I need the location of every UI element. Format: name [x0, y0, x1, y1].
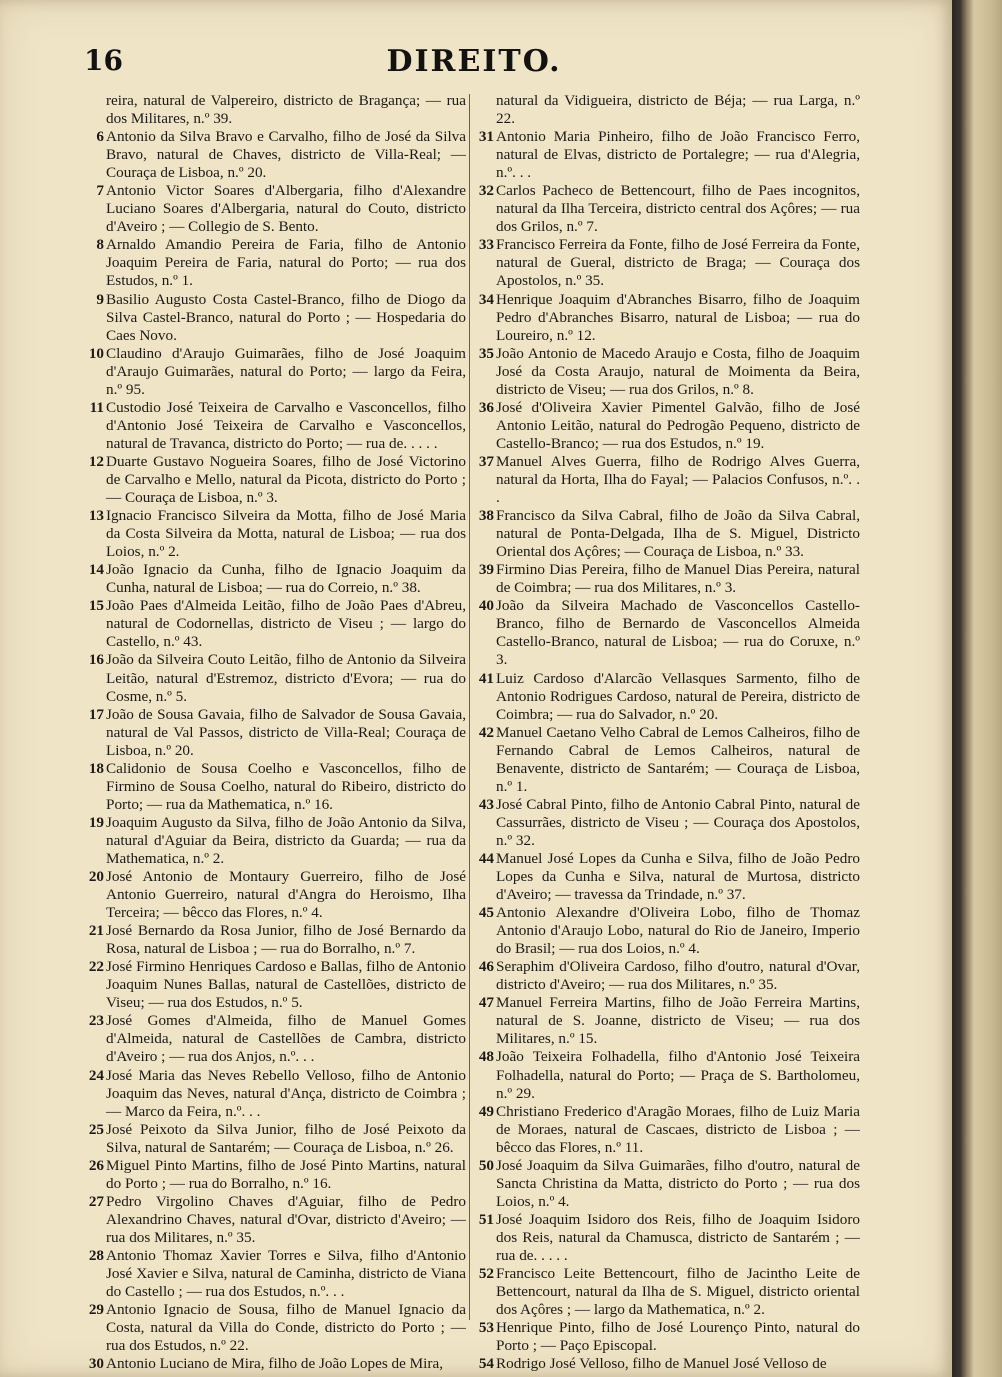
- list-item: [84, 236, 466, 290]
- entry-text: Joaquim Augusto da Silva, filho de João Antonio da Silva, natural d'Aguiar da Beira, districto da Guarda; — rua da Mathematica, n.º 2.: [106, 813, 466, 867]
- entry-text: Henrique Pinto, filho de José Lourenço Pinto, natural do Porto ; — Paço Episcopal.: [496, 1319, 860, 1355]
- list-item: [474, 291, 860, 345]
- list-item: [84, 1301, 466, 1355]
- entry-number: 31: [478, 128, 494, 146]
- entry-number: 51: [478, 1210, 494, 1228]
- entry-number: 52: [478, 1265, 494, 1283]
- entry-number: 12: [88, 452, 104, 470]
- entry-number: 11: [89, 398, 104, 416]
- entry-number: 8: [96, 236, 104, 254]
- entry-number: 37: [478, 452, 494, 470]
- list-item: [84, 291, 466, 345]
- list-item: [84, 1247, 466, 1301]
- entry-text: Antonio da Silva Bravo e Carvalho, filho de José da Silva Bravo, natural de Chaves, districto de Villa-Real; — Couraça de Lisboa, n.º 20.: [106, 128, 466, 182]
- entry-number: 30: [88, 1355, 104, 1373]
- entry-number: 46: [478, 958, 494, 976]
- entry-text: Francisco da Silva Cabral, filho de João da Silva Cabral, natural de Ponta-Delgada, Ilha de S. Miguel, Districto Oriental dos Açôres; — Couraça de Lisboa, n.º 33.: [496, 507, 860, 561]
- list-item: [474, 128, 860, 182]
- entry-number: 45: [478, 904, 494, 922]
- entry-number: 38: [478, 507, 494, 525]
- entry-text: João Teixeira Folhadella, filho d'Antonio José Teixeira Folhadella, natural do Porto; — Praça de S. Bartholomeu, n.º 29.: [496, 1048, 860, 1102]
- entry-text: Luiz Cardoso d'Alarcão Vellasques Sarmento, filho de Antonio Rodrigues Cardoso, natural de Pereira, districto de Coimbra; — rua do Salvador, n.º 20.: [496, 669, 860, 723]
- list-item: [84, 706, 466, 760]
- list-item: [84, 92, 466, 128]
- list-item: [474, 1048, 860, 1102]
- entry-text: João Antonio de Macedo Araujo e Costa, filho de Joaquim José da Costa Araujo, natural de Moimenta da Beira, districto de Viseu; — rua dos Grilos, n.º 8.: [496, 344, 860, 398]
- entry-number: 13: [88, 507, 104, 525]
- list-item: [84, 1067, 466, 1121]
- right-column: [474, 92, 860, 1373]
- adjacent-page-edge: [952, 0, 1002, 1377]
- entry-number: 10: [88, 344, 104, 362]
- entry-text: José Peixoto da Silva Junior, filho de José Peixoto da Silva, natural de Santarém; — Couraça de Lisboa, n.º 26.: [106, 1120, 466, 1156]
- list-item: [474, 92, 860, 128]
- entry-text: Antonio Ignacio de Sousa, filho de Manuel Ignacio da Costa, natural da Villa do Conde, districto do Porto ; — rua dos Estudos, n.º 22.: [106, 1301, 466, 1355]
- list-item: [474, 724, 860, 796]
- list-item: [474, 507, 860, 561]
- list-item: [84, 399, 466, 453]
- list-item: [474, 345, 860, 399]
- entry-text: José Firmino Henriques Cardoso e Ballas, filho de Antonio Joaquim Nunes Ballas, natural de Castellões, districto de Viseu; — rua dos Estudos, n.º 5.: [106, 958, 466, 1012]
- entry-number: 15: [88, 597, 104, 615]
- list-item: [474, 182, 860, 236]
- entry-number: 18: [88, 759, 104, 777]
- entry-number: 39: [478, 561, 494, 579]
- entry-text: José Joaquim da Silva Guimarães, filho d'outro, natural de Sancta Christina da Matta, districto do Porto ; — rua dos Loios, n.º 4.: [496, 1156, 860, 1210]
- running-title: DIREITO.: [386, 44, 562, 79]
- entry-text: Arnaldo Amandio Pereira de Faria, filho de Antonio Joaquim Pereira de Faria, natural do Porto; — rua dos Estudos, n.º 1.: [106, 236, 466, 290]
- list-item: [84, 453, 466, 507]
- entry-text: Antonio Luciano de Mira, filho de João Lopes de Mira,: [106, 1355, 443, 1373]
- entry-text: Christiano Frederico d'Aragão Moraes, filho de Luiz Maria de Moraes, natural de Cascaes, districto de Lisboa ; — bêcco das Flores, n.º 11.: [496, 1102, 860, 1156]
- list-item: [474, 958, 860, 994]
- entry-number: 36: [478, 398, 494, 416]
- list-item: [84, 128, 466, 182]
- entry-text: Antonio Thomaz Xavier Torres e Silva, filho d'Antonio José Xavier e Silva, natural de Caminha, districto de Viana do Castello ; — rua dos Estudos, n.º. . .: [106, 1247, 466, 1301]
- list-item: [474, 994, 860, 1048]
- list-item: [84, 561, 466, 597]
- list-item: [84, 182, 466, 236]
- entry-number: 16: [88, 651, 104, 669]
- entry-number: 20: [88, 868, 104, 886]
- entry-number: 19: [88, 813, 104, 831]
- page-number: 16: [84, 44, 123, 77]
- entry-number: 14: [88, 561, 104, 579]
- entry-text: José d'Oliveira Xavier Pimentel Galvão, filho de José Antonio Leitão, natural do Pedrogão Pequeno, districto de Castello-Branco; — rua dos Estudos, n.º 19.: [496, 398, 860, 452]
- list-item: [474, 399, 860, 453]
- list-item: [474, 1319, 860, 1355]
- list-item: [84, 760, 466, 814]
- entry-text: João Ignacio da Cunha, filho de Ignacio Joaquim da Cunha, natural de Lisboa; — rua do Correio, n.º 38.: [106, 561, 466, 597]
- entry-number: 7: [96, 182, 104, 200]
- entry-text: Pedro Virgolino Chaves d'Aguiar, filho de Pedro Alexandrino Chaves, natural d'Ovar, districto d'Aveiro; — rua dos Militares, n.º 35.: [106, 1192, 466, 1246]
- entry-number: 32: [478, 182, 494, 200]
- entry-number: 21: [88, 922, 104, 940]
- entry-number: 29: [88, 1301, 104, 1319]
- entry-text: Francisco Ferreira da Fonte, filho de José Ferreira da Fonte, natural de Gueral, districto de Braga; — Couraça dos Apostolos, n.º 35.: [496, 236, 860, 290]
- entry-text: Henrique Joaquim d'Abranches Bisarro, filho de Joaquim Pedro d'Abranches Bisarro, natural de Lisboa; — rua do Loureiro, n.º 12.: [496, 290, 860, 344]
- entry-text: José Joaquim Isidoro dos Reis, filho de Joaquim Isidoro dos Reis, natural da Chamusca, districto de Santarém ; — rua de. . . . .: [496, 1210, 860, 1264]
- list-item: [84, 814, 466, 868]
- entry-number: 33: [478, 236, 494, 254]
- entry-text: Ignacio Francisco Silveira da Motta, filho de José Maria da Costa Silveira da Motta, natural de Lisboa; — rua dos Loios, n.º 2.: [106, 507, 466, 561]
- entry-number: 49: [478, 1102, 494, 1120]
- list-item: [474, 904, 860, 958]
- list-item: [84, 651, 466, 705]
- entry-number: 22: [88, 958, 104, 976]
- entry-number: 23: [88, 1012, 104, 1030]
- list-item: [474, 236, 860, 290]
- entry-text: João da Silveira Machado de Vasconcellos Castello-Branco, filho de Bernardo de Vasconcellos Almeida Castello-Branco, natural de Lisboa; — rua do Coruxe, n.º 3.: [496, 597, 860, 669]
- entry-text: José Cabral Pinto, filho de Antonio Cabral Pinto, natural de Cassurrães, districto de Viseu ; — Couraça dos Apostolos, n.º 32.: [496, 795, 860, 849]
- entry-number: 42: [478, 723, 494, 741]
- list-item: [84, 1157, 466, 1193]
- entry-text: José Gomes d'Almeida, filho de Manuel Gomes d'Almeida, natural de Castellões de Cambra, districto d'Aveiro ; — rua dos Anjos, n.º. . .: [106, 1012, 466, 1066]
- list-item: [474, 1355, 860, 1373]
- list-item: [474, 561, 860, 597]
- left-column: [84, 92, 466, 1373]
- entry-text: Antonio Maria Pinheiro, filho de João Francisco Ferro, natural de Elvas, districto de Portalegre; — rua d'Alegria, n.º. . .: [496, 128, 860, 182]
- entry-text: João da Silveira Couto Leitão, filho de Antonio da Silveira Leitão, natural d'Estremoz, districto d'Evora; — rua do Cosme, n.º 5.: [106, 651, 466, 705]
- entry-number: 48: [478, 1048, 494, 1066]
- list-item: [474, 1103, 860, 1157]
- entry-number: 43: [478, 795, 494, 813]
- entry-text: natural da Vidigueira, districto de Béja; — rua Larga, n.º 22.: [496, 92, 860, 128]
- column-divider: [469, 94, 470, 1320]
- entry-text: João Paes d'Almeida Leitão, filho de João Paes d'Abreu, natural de Codornellas, districto de Viseu ; — largo do Castello, n.º 43.: [106, 597, 466, 651]
- entry-number: 44: [478, 849, 494, 867]
- entry-text: Manuel Alves Guerra, filho de Rodrigo Alves Guerra, natural da Horta, Ilha do Fayal; — Palacios Confusos, n.º. . .: [496, 452, 860, 507]
- entry-number: 24: [88, 1066, 104, 1084]
- entry-number: 9: [96, 290, 104, 308]
- list-item: [474, 850, 860, 904]
- entry-text: reira, natural de Valpereiro, districto de Bragança; — rua dos Militares, n.º 39.: [106, 92, 466, 128]
- list-item: [474, 453, 860, 507]
- entry-text: Manuel Ferreira Martins, filho de João Ferreira Martins, natural de S. Joanne, districto de Viseu; — rua dos Militares, n.º 15.: [496, 994, 860, 1048]
- list-item: [84, 922, 466, 958]
- entry-text: Rodrigo José Velloso, filho de Manuel José Velloso de: [496, 1355, 827, 1373]
- entry-text: Francisco Leite Bettencourt, filho de Jacintho Leite de Bettencourt, natural da Ilha de S. Miguel, districto oriental dos Açôres ; — largo da Mathematica, n.º 2.: [496, 1265, 860, 1319]
- entry-number: 28: [88, 1247, 104, 1264]
- list-item: [474, 1157, 860, 1211]
- list-item: [84, 345, 466, 399]
- entry-text: Manuel José Lopes da Cunha e Silva, filho de João Pedro Lopes da Cunha e Silva, natural de Murtosa, districto d'Aveiro; — travessa da Trindade, n.º 37.: [496, 849, 860, 904]
- entry-text: Carlos Pacheco de Bettencourt, filho de Paes incognitos, natural da Ilha Terceira, districto central dos Açôres; — rua dos Grilos, n.º 7.: [496, 182, 860, 236]
- list-item: [474, 1211, 860, 1265]
- entry-number: 53: [478, 1319, 494, 1337]
- entry-number: 47: [478, 994, 494, 1012]
- entry-text: José Bernardo da Rosa Junior, filho de José Bernardo da Rosa, natural de Lisboa ; — rua do Borralho, n.º 7.: [106, 922, 466, 958]
- list-item: [84, 1121, 466, 1157]
- entry-number: 6: [96, 128, 104, 146]
- entry-number: 17: [88, 705, 104, 723]
- entry-text: João de Sousa Gavaia, filho de Salvador de Sousa Gavaia, natural de Val Passos, districto de Villa-Real; Couraça de Lisboa, n.º 20.: [106, 705, 466, 759]
- entry-text: Seraphim d'Oliveira Cardoso, filho d'outro, natural d'Ovar, districto d'Aveiro; — rua dos Militares, n.º 35.: [496, 958, 860, 994]
- list-item: [474, 597, 860, 669]
- entry-text: Miguel Pinto Martins, filho de José Pinto Martins, natural do Porto ; — rua do Borralho, n.º 16.: [106, 1156, 466, 1192]
- entry-number: 41: [478, 669, 494, 687]
- entry-text: Manuel Caetano Velho Cabral de Lemos Calheiros, filho de Fernando Cabral de Lemos Calheiros, natural de Benavente, districto de Santarém; — Couraça de Lisboa, n.º 1.: [496, 723, 860, 795]
- list-item: [474, 1265, 860, 1319]
- entry-number: 27: [88, 1192, 104, 1210]
- entry-text: Duarte Gustavo Nogueira Soares, filho de José Victorino de Carvalho e Mello, natural da Picota, districto do Porto ; — Couraça de Lisboa, n.º 3.: [106, 452, 466, 507]
- list-item: [84, 507, 466, 561]
- entry-text: Calidonio de Sousa Coelho e Vasconcellos, filho de Firmino de Sousa Coelho, natural do Ribeiro, districto do Porto; — rua da Mathematica, n.º 16.: [106, 759, 466, 813]
- entry-text: José Maria das Neves Rebello Velloso, filho de Antonio Joaquim das Neves, natural d'Ança, districto de Coimbra ; — Marco da Feira, n.º. . .: [106, 1066, 466, 1120]
- entry-number: 26: [88, 1156, 104, 1174]
- list-item: [84, 1193, 466, 1247]
- entry-text: Antonio Victor Soares d'Albergaria, filho d'Alexandre Luciano Soares d'Albergaria, natural do Couto, districto d'Aveiro ; — Collegio de S. Bento.: [106, 182, 466, 236]
- entry-text: Antonio Alexandre d'Oliveira Lobo, filho de Thomaz Antonio d'Araujo Lobo, natural do Rio de Janeiro, Imperio do Brasil; — rua dos Loios, n.º 4.: [496, 904, 860, 958]
- list-item: [84, 1355, 466, 1373]
- list-item: [84, 958, 466, 1012]
- entry-text: Basilio Augusto Costa Castel-Branco, filho de Diogo da Silva Castel-Branco, natural do Porto ; — Hospedaria do Caes Novo.: [106, 290, 466, 344]
- list-item: [474, 670, 860, 724]
- entry-text: Firmino Dias Pereira, filho de Manuel Dias Pereira, natural de Coimbra; — rua dos Militares, n.º 3.: [496, 561, 860, 597]
- entry-number: 35: [478, 344, 494, 362]
- list-item: [84, 868, 466, 922]
- entry-number: 50: [478, 1156, 494, 1174]
- entry-number: 40: [478, 597, 494, 615]
- entry-number: 54: [478, 1355, 494, 1373]
- page-header: [84, 44, 864, 90]
- entry-number: 25: [88, 1120, 104, 1138]
- entry-number: 34: [478, 290, 494, 308]
- list-item: [84, 597, 466, 651]
- entry-text: José Antonio de Montaury Guerreiro, filho de José Antonio Guerreiro, natural d'Angra do Heroismo, Ilha Terceira; — bêcco das Flores, n.º 4.: [106, 868, 466, 922]
- entry-text: Claudino d'Araujo Guimarães, filho de José Joaquim d'Araujo Guimarães, natural do Porto; — largo da Feira, n.º 95.: [106, 344, 466, 398]
- list-item: [84, 1012, 466, 1066]
- entry-text: Custodio José Teixeira de Carvalho e Vasconcellos, filho d'Antonio José Teixeira de Carvalho e Vasconcellos, natural de Travanca, districto do Porto; — rua de. . . . .: [106, 398, 466, 452]
- list-item: [474, 796, 860, 850]
